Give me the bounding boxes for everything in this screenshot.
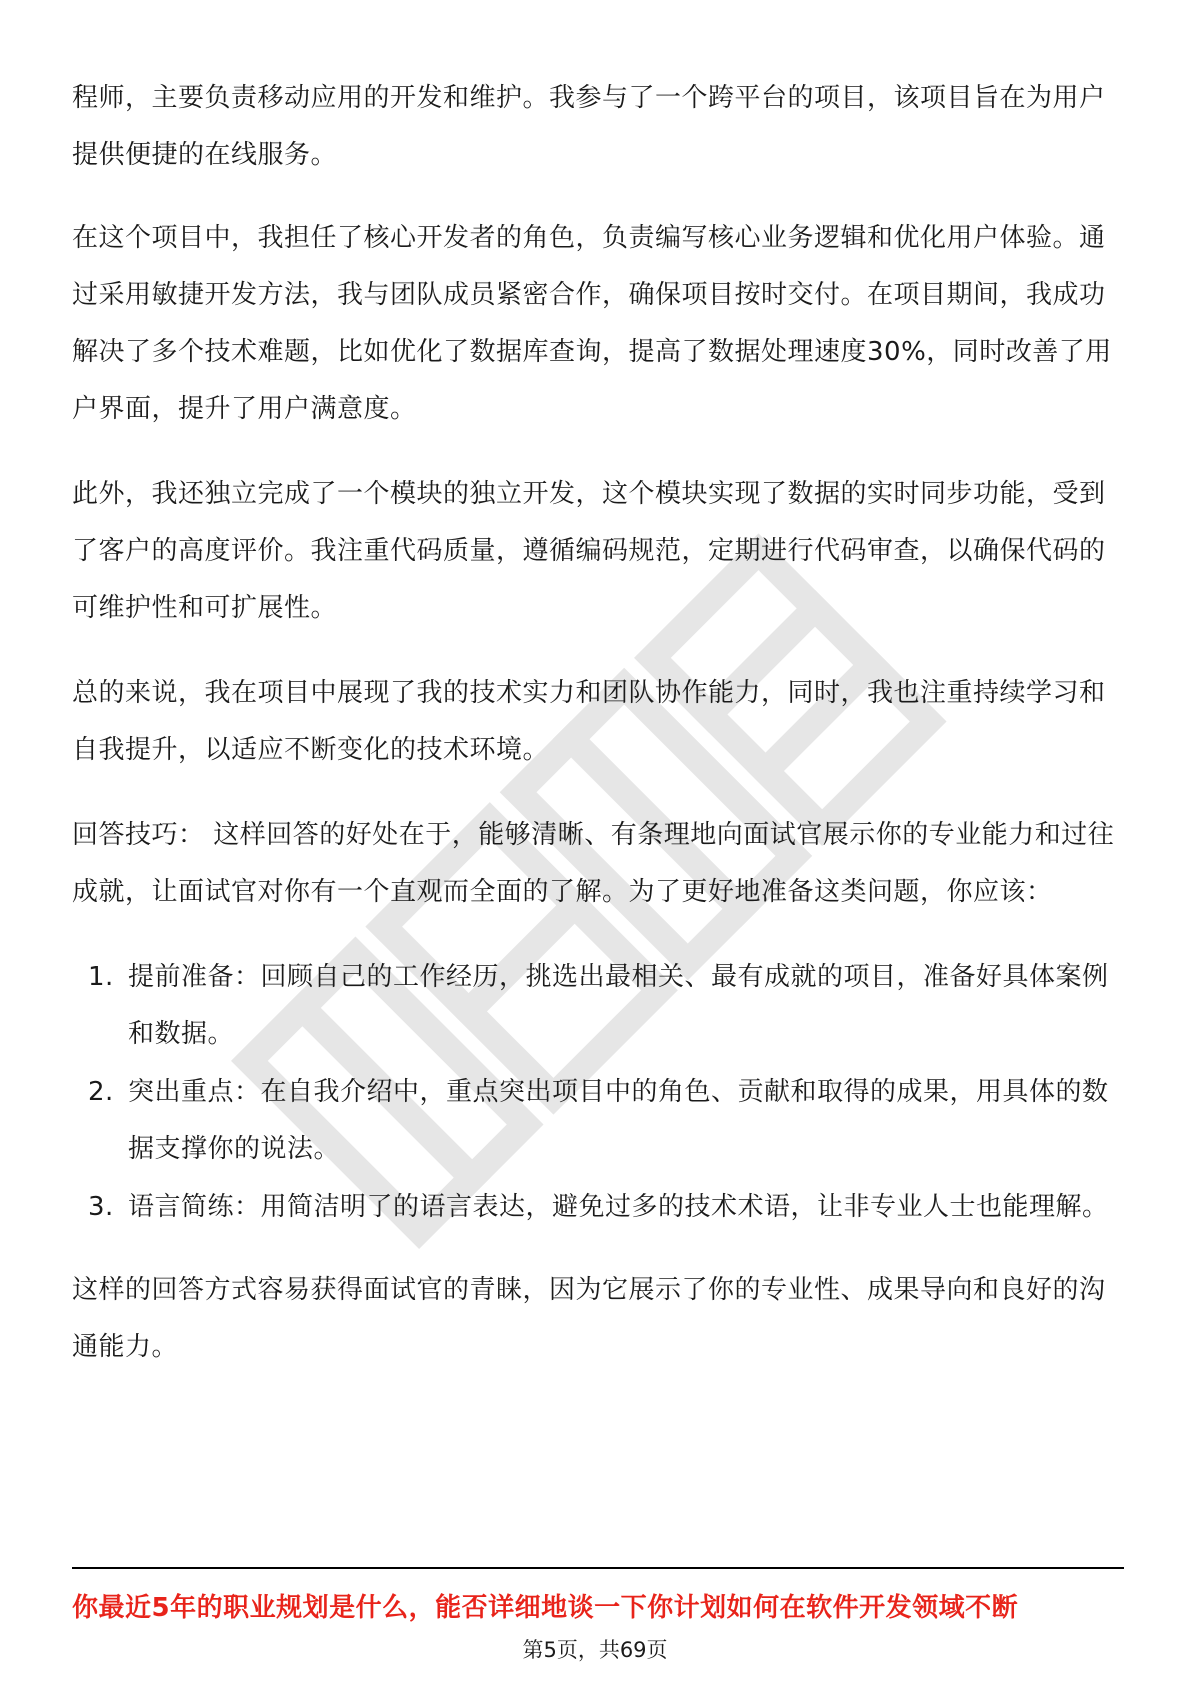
section-divider [72, 1567, 1124, 1569]
paragraph: 此外，我还独立完成了一个模块的独立开发，这个模块实现了数据的实时同步功能，受到了客户的高度评价。我注重代码质量，遵循编码规范，定期进行代码审查，以确保代码的可维护性和可扩展性。 [72, 479, 1106, 623]
list-item [72, 1064, 1122, 1178]
closing-paragraph: 这样的回答方式容易获得面试官的青睐，因为它展示了你的专业性、成果导向和良好的沟通能力。 [72, 1275, 1106, 1362]
paragraph: 在这个项目中，我担任了核心开发者的角色，负责编写核心业务逻辑和优化用户体验。通过采用敏捷开发方法，我与团队成员紧密合作，确保项目按时交付。在项目期间，我成功解决了多个技术难题，比如优化了数据库查询，提高了数据处理速度30%，同时改善了用户界面，提升了用户满意度。 [72, 223, 1112, 424]
answer-tips-paragraph: 回答技巧： 这样回答的好处在于，能够清晰、有条理地向面试官展示你的专业能力和过往成就，让面试官对你有一个直观而全面的了解。为了更好地准备这类问题，你应该： [72, 820, 1115, 907]
main-content [72, 70, 1122, 1404]
list-item-number: 2. [88, 1077, 114, 1107]
tips-list [72, 949, 1122, 1236]
list-item-text: 语言简练：用简洁明了的语言表达，避免过多的技术术语，让非专业人士也能理解。 [128, 1192, 1109, 1222]
list-item-text: 突出重点：在自我介绍中，重点突出项目中的角色、贡献和取得的成果，用具体的数据支撑你的说法。 [128, 1077, 1109, 1164]
list-item-number: 1. [88, 962, 114, 992]
paragraph: 总的来说，我在项目中展现了我的技术实力和团队协作能力，同时，我也注重持续学习和自我提升，以适应不断变化的技术环境。 [72, 678, 1106, 765]
paragraph: 程师，主要负责移动应用的开发和维护。我参与了一个跨平台的项目，该项目旨在为用户提供便捷的在线服务。 [72, 83, 1106, 170]
list-item-text: 提前准备：回顾自己的工作经历，挑选出最相关、最有成就的项目，准备好具体案例和数据。 [128, 962, 1109, 1049]
next-question-heading: 你最近5年的职业规划是什么，能否详细地谈一下你计划如何在软件开发领域不断 [72, 1593, 1019, 1623]
page-number: 第5页，共69页 [522, 1638, 668, 1662]
list-item [72, 949, 1122, 1063]
list-item [72, 1179, 1122, 1236]
list-item-number: 3. [88, 1192, 114, 1222]
